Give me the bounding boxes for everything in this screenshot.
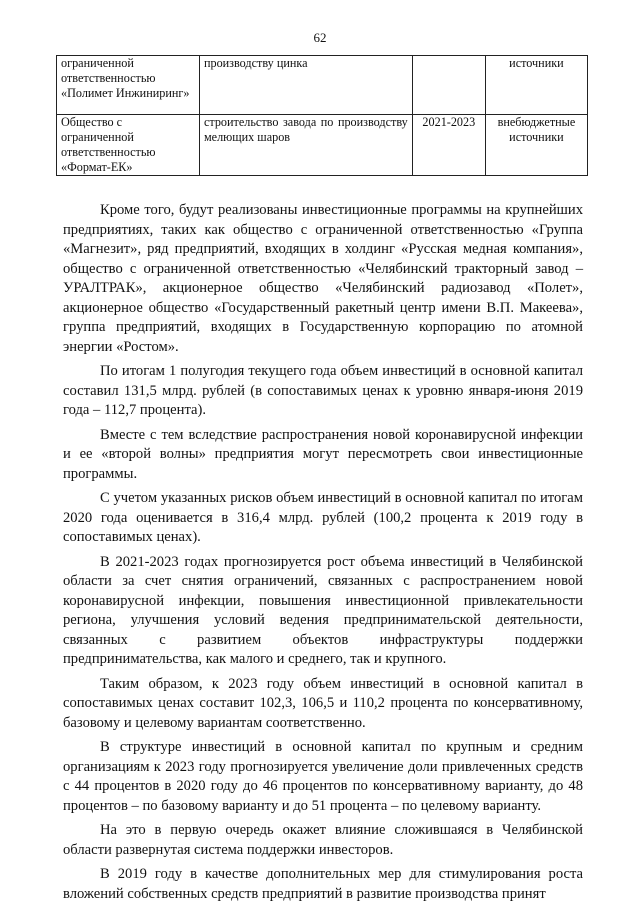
paragraph: В 2021-2023 годах прогнозируется рост объема инвестиций в Челябинской области за счет снятия ограничений, связанных с распространением новой коронавирусной инфекции, повышения инвестиционной привлекательности региона, улучшения условий ведения предпринимательской деятельности, связанных с развитием объектов инфраструктуры поддержки предпринимательства, как малого и среднего, так и крупного.	[63, 553, 583, 667]
table-row	[57, 56, 588, 115]
paragraph: В 2019 году в качестве дополнительных мер для стимулирования роста вложений собственных средств предприятий в развитие производства принят	[63, 866, 583, 902]
table-cell-project: строительство завода по производству мелющих шаров	[199, 115, 412, 176]
table-cell-source: источники	[485, 56, 587, 115]
investment-projects-table	[56, 55, 588, 176]
paragraph: На это в первую очередь окажет влияние сложившаяся в Челябинской области развернутая система поддержки инвесторов.	[63, 822, 583, 858]
table-cell-project: производству цинка	[199, 56, 412, 115]
table-cell-source: внебюджетные источники	[485, 115, 587, 176]
paragraph: Вместе с тем вследствие распространения новой коронавирусной инфекции и ее «второй волны» предприятия могут пересмотреть свои инвестиционные программы.	[63, 426, 583, 482]
paragraph: В структуре инвестиций в основной капитал по крупным и средним организациям к 2023 году прогнозируется увеличение доли привлеченных средств с 44 процентов в 2020 году до 46 процентов по консервативному варианту, до 48 процентов – по базовому варианту и до 51 процента – по целевому варианту.	[63, 739, 583, 814]
paragraph: Кроме того, будут реализованы инвестиционные программы на крупнейших предприятиях, таких как общество с ограниченной ответственностью «Группа «Магнезит», ряд предприятий, входящих в холдинг «Русская медная компания», общество с ограниченной ответственностью «Челябинский тракторный завод – УРАЛТРАК», акционерное общество «Челябинский радиозавод «Полет», акционерное общество «Государственный ракетный центр имени В.П. Макеева», группа предприятий, входящих в Государственную корпорацию по атомной энергии «Ростом».	[63, 202, 583, 355]
table-cell-period: 2021-2023	[412, 115, 485, 176]
table-row	[57, 115, 588, 176]
body-text	[63, 201, 583, 904]
table-cell-organization: Общество с ограниченной ответственностью «Формат-ЕК»	[57, 115, 200, 176]
paragraph: По итогам 1 полугодия текущего года объем инвестиций в основной капитал составил 131,5 млрд. рублей (в сопоставимых ценах к уровню января-июня 2019 года – 112,7 процента).	[63, 363, 583, 418]
table-cell-period	[412, 56, 485, 115]
table-cell-organization: ограниченной ответственностью «Полимет Инжиниринг»	[57, 56, 200, 115]
paragraph: С учетом указанных рисков объем инвестиций в основной капитал по итогам 2020 года оценивается в 316,4 млрд. рублей (100,2 процента к 2019 году в сопоставимых ценах).	[63, 490, 583, 545]
page-number: 62	[313, 30, 327, 45]
paragraph: Таким образом, к 2023 году объем инвестиций в основной капитал в сопоставимых ценах составит 102,3, 106,5 и 110,2 процента по консервативному, базовому и целевому вариантам соответственно.	[63, 675, 583, 731]
